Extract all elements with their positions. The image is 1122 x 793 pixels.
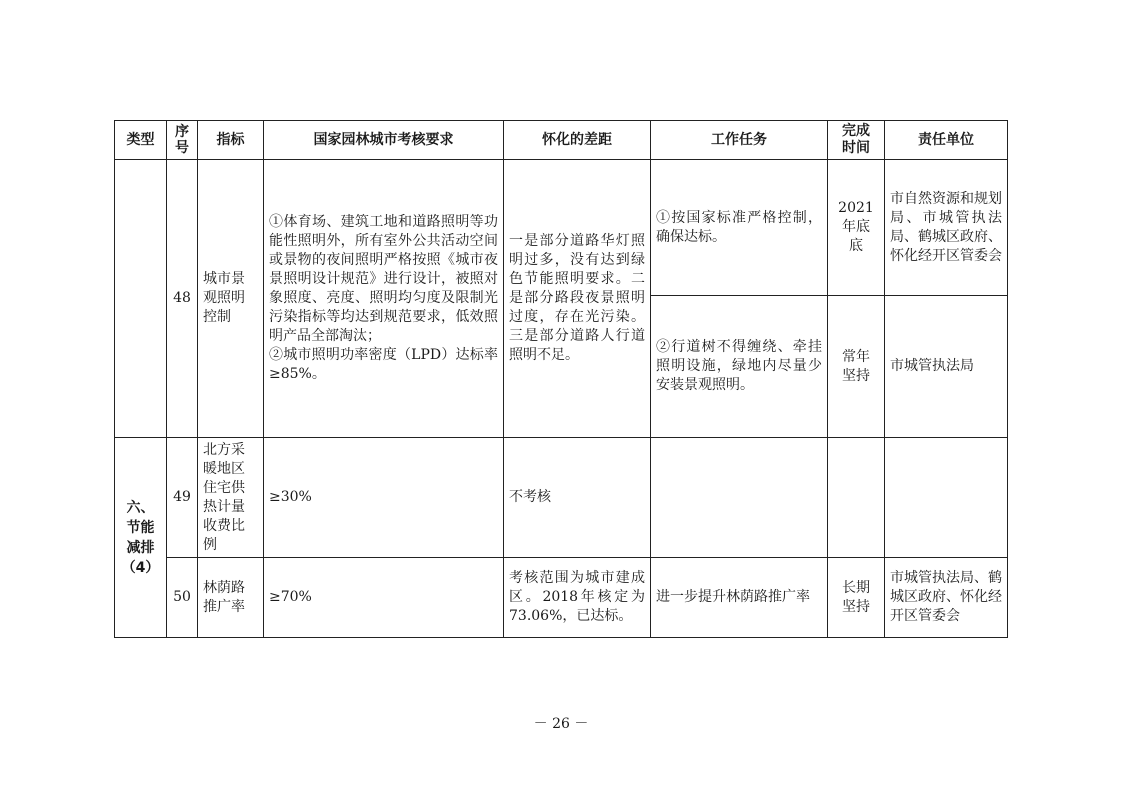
row49-gap: 不考核 [504, 438, 651, 558]
header-unit: 责任单位 [885, 121, 1008, 160]
header-requirement: 国家园林城市考核要求 [264, 121, 504, 160]
row50-indicator: 林荫路 推广率 [198, 558, 264, 638]
row48-requirement: ①体育场、建筑工地和道路照明等功能性照明外，所有室外公共活动空间或景物的夜间照明严格按照《城市夜景照明设计规范》进行设计，被照对象照度、亮度、照明均匀度及限制光污染指标等均达到规范要求，低效照明产品全部淘汰； ②城市照明功率密度（LPD）达标率≥85%。 [264, 160, 504, 438]
row49-indicator: 北方采 暖地区 住宅供 热计量 收费比 例 [198, 438, 264, 558]
header-gap: 怀化的差距 [504, 121, 651, 160]
row49-no: 49 [167, 438, 198, 558]
category-cell-empty [115, 160, 167, 438]
row50-gap: 考核范围为城市建成区。2018年核定为73.06%，已达标。 [504, 558, 651, 638]
header-no: 序 号 [167, 121, 198, 160]
row49-requirement: ≥30% [264, 438, 504, 558]
row50-task: 进一步提升林荫路推广率 [651, 558, 828, 638]
category-six: 六、 节能 减排 （4） [115, 438, 167, 638]
row48-task1: ①按国家标准严格控制，确保达标。 [651, 160, 828, 296]
row48-no: 48 [167, 160, 198, 438]
row49-task [651, 438, 828, 558]
header-indicator: 指标 [198, 121, 264, 160]
row49-unit [885, 438, 1008, 558]
assessment-table [114, 120, 1008, 638]
page-number: － 26 － [533, 716, 589, 732]
table-row-48a [115, 160, 1008, 296]
header-time: 完成 时间 [828, 121, 885, 160]
row48-unit1: 市自然资源和规划局、市城管执法局、鹤城区政府、怀化经开区管委会 [885, 160, 1008, 296]
row50-requirement: ≥70% [264, 558, 504, 638]
row48-indicator: 城市景 观照明 控制 [198, 160, 264, 438]
table-row-50 [115, 558, 1008, 638]
header-type: 类型 [115, 121, 167, 160]
table-row-49 [115, 438, 1008, 558]
row48-time1: 2021 年底 底 [828, 160, 885, 296]
row49-time [828, 438, 885, 558]
row48-task2: ②行道树不得缠绕、牵挂照明设施，绿地内尽量少安装景观照明。 [651, 296, 828, 438]
row48-time2: 常年 坚持 [828, 296, 885, 438]
header-task: 工作任务 [651, 121, 828, 160]
row50-time: 长期 坚持 [828, 558, 885, 638]
row48-unit2: 市城管执法局 [885, 296, 1008, 438]
table-header-row [115, 121, 1008, 160]
row50-no: 50 [167, 558, 198, 638]
row48-gap: 一是部分道路华灯照明过多，没有达到绿色节能照明要求。二是部分路段夜景照明过度，存在光污染。三是部分道路人行道照明不足。 [504, 160, 651, 438]
row50-unit: 市城管执法局、鹤城区政府、怀化经开区管委会 [885, 558, 1008, 638]
